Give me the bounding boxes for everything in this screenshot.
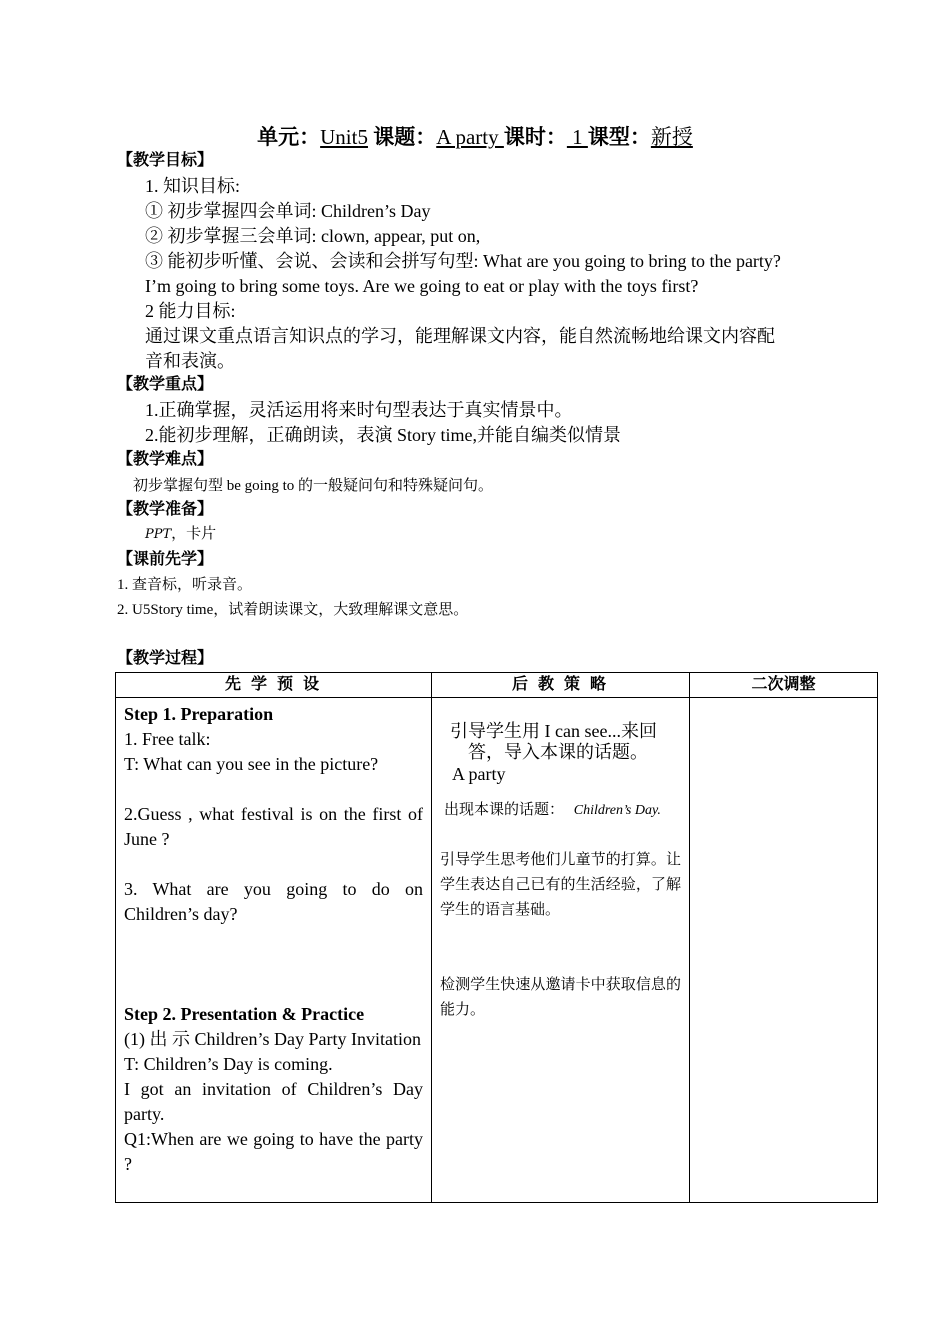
guide-line-1: 引导学生用 I can see...来回 — [450, 721, 657, 741]
column-header-adjustment: 二次调整 — [690, 673, 878, 698]
type-label: 课型： — [587, 125, 651, 149]
key-points-heading: 【教学重点】 — [117, 376, 214, 393]
question-1: Q1:When are we going to have the party ? — [124, 1129, 423, 1174]
type-value: 新授 — [650, 125, 693, 149]
ppt-label: PPT — [145, 527, 172, 542]
question-plan: 3. What are you going to do on Children’s day? — [124, 879, 423, 924]
objective-item-2: ② 初步掌握三会单词: clown, appear, put on, — [145, 226, 481, 246]
period-value: 1 — [566, 125, 588, 149]
strategy-check: 检测学生快速从邀请卡中获取信息的能力。 — [440, 977, 681, 1018]
key-point-2: 2.能初步理解，正确朗读，表演 Story time,并能自编类似情景 — [145, 425, 621, 445]
adjustment-cell — [690, 698, 878, 1203]
question-picture: T: What can you see in the picture? — [124, 754, 379, 774]
process-table — [115, 672, 878, 1203]
objective-item-3-line-1: ③ 能初步听懂、会说、会读和会拼写句型: What are you going to bring to the party? — [145, 251, 781, 271]
objectives-heading: 【教学目标】 — [117, 152, 214, 169]
preparation-rest: ，卡片 — [171, 526, 217, 542]
ability-line-1: 通过课文重点语言知识点的学习，能理解课文内容，能自然流畅地给课文内容配 — [145, 326, 775, 346]
guide-line-2: 答，导入本课的话题。 — [468, 742, 648, 762]
difficulties-heading: 【教学难点】 — [117, 451, 214, 468]
a-party: A party — [452, 764, 506, 784]
process-heading: 【教学过程】 — [117, 650, 214, 667]
lesson-title — [0, 122, 950, 152]
topic-value: A party — [436, 125, 504, 149]
column-header-preset: 先 学 预 设 — [116, 673, 432, 698]
question-festival: 2.Guess , what festival is on the first of June ? — [124, 804, 423, 849]
objective-item-1: ① 初步掌握四会单词: Children’s Day — [145, 201, 431, 221]
step1-title: Step 1. Preparation — [124, 704, 274, 724]
strategy-cell — [432, 698, 690, 1203]
key-point-1: 1.正确掌握，灵活运用将来时句型表达于真实情景中。 — [145, 400, 573, 420]
step2-title: Step 2. Presentation & Practice — [124, 1004, 365, 1024]
column-header-strategy: 后 教 策 略 — [432, 673, 690, 698]
topic-label: 课题： — [373, 125, 437, 149]
strategy-think: 引导学生思考他们儿童节的打算。让学生表达自己已有的生活经验，了解学生的语言基础。 — [440, 852, 681, 918]
topic-line — [440, 798, 681, 823]
free-talk: 1. Free talk: — [124, 729, 211, 749]
objective-item-3-line-2: I’m going to bring some toys. Are we going to eat or play with the toys first? — [145, 276, 699, 296]
preview-item-1: 1. 查音标，听录音。 — [117, 577, 253, 593]
show-invitation: (1) 出 示 Children’s Day Party Invitation — [124, 1029, 421, 1049]
knowledge-title: 1. 知识目标: — [145, 176, 241, 196]
preparation-text — [145, 522, 216, 547]
topic-value: Children’s Day. — [573, 803, 661, 818]
childrens-day-coming: T: Children’s Day is coming. — [124, 1054, 333, 1074]
difficulty-text: 初步掌握句型 be going to 的一般疑问句和特殊疑问句。 — [133, 478, 493, 494]
preset-cell — [116, 698, 432, 1203]
preview-heading: 【课前先学】 — [117, 551, 214, 568]
ability-line-2: 音和表演。 — [145, 351, 235, 371]
got-invitation: I got an invitation of Children’s Day party. — [124, 1079, 423, 1124]
preview-item-2: 2. U5Story time，试着朗读课文，大致理解课文意思。 — [117, 602, 469, 618]
topic-label: 出现本课的话题： — [444, 802, 565, 818]
ability-title: 2 能力目标: — [145, 301, 236, 321]
unit-value: Unit5 — [320, 125, 368, 149]
preparation-heading: 【教学准备】 — [117, 501, 214, 518]
period-label: 课时： — [503, 125, 567, 149]
unit-label: 单元： — [257, 125, 321, 149]
